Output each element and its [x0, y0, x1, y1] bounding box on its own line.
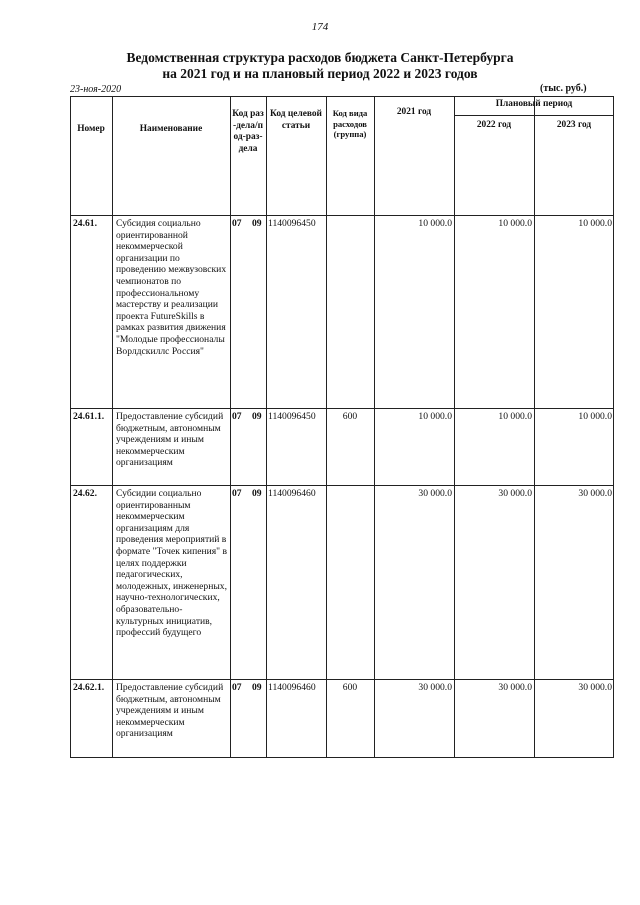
grid-line [70, 96, 614, 97]
row-type-code: 600 [342, 411, 358, 422]
row-value-2022: 10 000.0 [498, 218, 532, 229]
row-value-2023: 30 000.0 [578, 488, 612, 499]
budget-table [70, 96, 614, 758]
grid-line [70, 96, 71, 758]
row-value-2022: 30 000.0 [498, 682, 532, 693]
header-planned-period: Плановый период [495, 99, 573, 109]
row-number: 24.61.1. [73, 411, 105, 422]
row-value-2023: 30 000.0 [578, 682, 612, 693]
grid-line [454, 115, 614, 116]
grid-line [70, 679, 614, 680]
grid-line [70, 408, 614, 409]
header-2021: 2021 год [396, 107, 432, 117]
grid-line [70, 757, 614, 758]
grid-line [230, 96, 231, 758]
grid-line [70, 215, 614, 216]
row-number: 24.62. [73, 488, 97, 499]
grid-line [534, 96, 535, 758]
row-razdel: 07 [232, 218, 242, 229]
row-target-code: 1140096460 [268, 682, 316, 693]
row-name: Предоставление субсидий бюджетным, автономным учреждениям и иным некоммерческим организациям [116, 682, 224, 740]
row-target-code: 1140096460 [268, 488, 316, 499]
grid-line [326, 96, 327, 758]
row-razdel: 07 [232, 682, 242, 693]
row-target-code: 1140096450 [268, 411, 316, 422]
row-value-2021: 10 000.0 [418, 411, 452, 422]
row-name: Предоставление субсидий бюджетным, автономным учреждениям и иным некоммерческим организациям [116, 411, 224, 469]
row-podrazdel: 09 [252, 488, 262, 499]
row-value-2021: 10 000.0 [418, 218, 452, 229]
document-title [0, 50, 640, 82]
row-podrazdel: 09 [252, 411, 262, 422]
row-value-2023: 10 000.0 [578, 218, 612, 229]
row-podrazdel: 09 [252, 682, 262, 693]
header-2023: 2023 год [556, 120, 592, 130]
row-value-2021: 30 000.0 [418, 682, 452, 693]
row-type-code: 600 [342, 682, 358, 693]
grid-line [374, 96, 375, 758]
grid-line [112, 96, 113, 758]
row-razdel: 07 [232, 411, 242, 422]
row-name: Субсидии социально ориентированным некоммерческим организациям для проведения мероприятий в формате "Точек кипения" в целях поддержки педагогических, молодежных, инженерных, научно-технологических, образовательно-культурных инициатив, профессий будущего [116, 488, 227, 639]
header-section-code: Код раз-дела/под-раз-дела [232, 109, 264, 154]
title-line-2: на 2021 год и на плановый период 2022 и 2023 годов [162, 66, 478, 81]
page-number: 174 [311, 21, 329, 33]
header-name: Наименование [139, 124, 203, 134]
header-2022: 2022 год [476, 120, 512, 130]
row-value-2022: 10 000.0 [498, 411, 532, 422]
row-razdel: 07 [232, 488, 242, 499]
header-number: Номер [77, 124, 105, 134]
title-line-1: Ведомственная структура расходов бюджета Санкт-Петербурга [126, 50, 514, 65]
row-value-2021: 30 000.0 [418, 488, 452, 499]
grid-line [70, 485, 614, 486]
grid-line [266, 96, 267, 758]
header-type-code: Код вида расходов (группа) [332, 108, 368, 139]
units-label: (тыс. руб.) [540, 83, 587, 94]
row-number: 24.61. [73, 218, 97, 229]
header-target-code: Код целевой статьи [270, 109, 322, 131]
grid-line [613, 96, 614, 758]
report-date: 23-ноя-2020 [70, 84, 122, 95]
row-name: Субсидия социально ориентированной некоммерческой организации по проведению межвузовских чемпионатов по профессиональному мастерству и реализации проекта FutureSkills в рамках развития движения "Молодые профессионалы Ворлдскиллс Россия" [116, 218, 227, 357]
row-podrazdel: 09 [252, 218, 262, 229]
row-value-2023: 10 000.0 [578, 411, 612, 422]
row-target-code: 1140096450 [268, 218, 316, 229]
row-number: 24.62.1. [73, 682, 105, 693]
row-value-2022: 30 000.0 [498, 488, 532, 499]
grid-line [454, 96, 455, 758]
